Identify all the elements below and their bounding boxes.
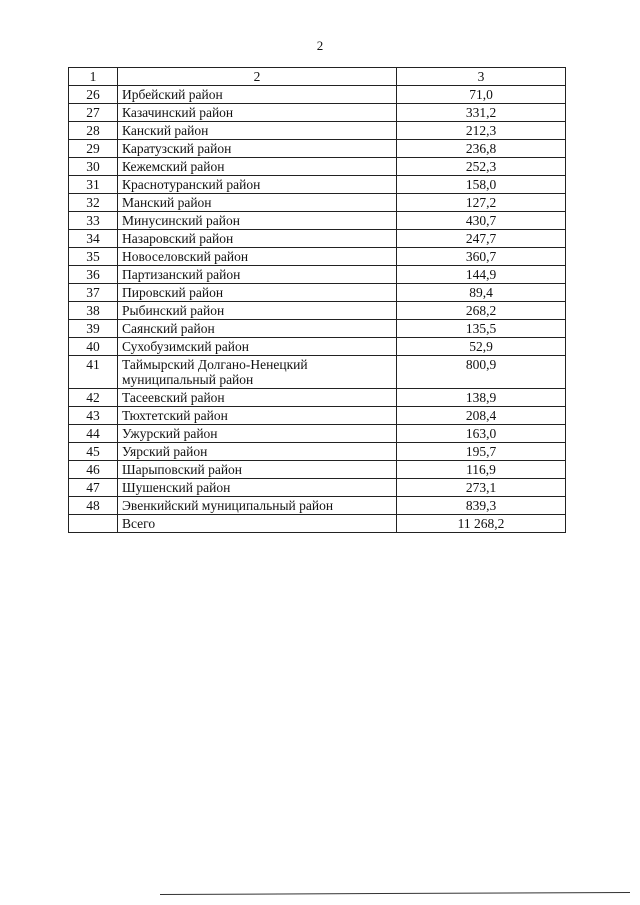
row-number: 30 — [69, 158, 118, 176]
district-name: Канский район — [118, 122, 397, 140]
row-number: 45 — [69, 443, 118, 461]
district-name: Ужурский район — [118, 425, 397, 443]
district-name: Ирбейский район — [118, 86, 397, 104]
table-row — [69, 86, 566, 104]
district-name: Тюхтетский район — [118, 407, 397, 425]
total-row — [69, 515, 566, 533]
row-number: 46 — [69, 461, 118, 479]
district-value: 52,9 — [397, 338, 566, 356]
table-row — [69, 140, 566, 158]
district-value: 163,0 — [397, 425, 566, 443]
district-name: Всего — [118, 515, 397, 533]
table-row — [69, 266, 566, 284]
table-header-row — [69, 68, 566, 86]
district-name: Кежемский район — [118, 158, 397, 176]
table-row — [69, 497, 566, 515]
district-value: 212,3 — [397, 122, 566, 140]
table-row — [69, 407, 566, 425]
table-row — [69, 212, 566, 230]
table-row — [69, 284, 566, 302]
row-number: 37 — [69, 284, 118, 302]
district-value: 331,2 — [397, 104, 566, 122]
row-number: 47 — [69, 479, 118, 497]
row-number: 41 — [69, 356, 118, 389]
table-row — [69, 425, 566, 443]
table-row — [69, 479, 566, 497]
row-number: 27 — [69, 104, 118, 122]
district-name: Назаровский район — [118, 230, 397, 248]
table-row — [69, 122, 566, 140]
district-value: 158,0 — [397, 176, 566, 194]
district-name: Саянский район — [118, 320, 397, 338]
table-row — [69, 302, 566, 320]
district-name: Шушенский район — [118, 479, 397, 497]
row-number: 40 — [69, 338, 118, 356]
row-number: 38 — [69, 302, 118, 320]
district-value: 252,3 — [397, 158, 566, 176]
district-name: Шарыповский район — [118, 461, 397, 479]
row-number: 29 — [69, 140, 118, 158]
table-row — [69, 158, 566, 176]
table-row — [69, 176, 566, 194]
table-row — [69, 194, 566, 212]
district-value: 89,4 — [397, 284, 566, 302]
district-value: 116,9 — [397, 461, 566, 479]
row-number: 44 — [69, 425, 118, 443]
table-row — [69, 248, 566, 266]
district-value: 195,7 — [397, 443, 566, 461]
table-row — [69, 356, 566, 389]
district-value: 11 268,2 — [397, 515, 566, 533]
district-name: Каратузский район — [118, 140, 397, 158]
row-number: 26 — [69, 86, 118, 104]
table-row — [69, 104, 566, 122]
row-number — [69, 515, 118, 533]
district-name: Манский район — [118, 194, 397, 212]
district-value: 71,0 — [397, 86, 566, 104]
district-value: 135,5 — [397, 320, 566, 338]
district-name: Новоселовский район — [118, 248, 397, 266]
row-number: 39 — [69, 320, 118, 338]
table-row — [69, 338, 566, 356]
district-value: 273,1 — [397, 479, 566, 497]
table-row — [69, 443, 566, 461]
district-name: Минусинский район — [118, 212, 397, 230]
table-row — [69, 389, 566, 407]
district-value: 800,9 — [397, 356, 566, 389]
row-number: 36 — [69, 266, 118, 284]
row-number: 48 — [69, 497, 118, 515]
district-value: 138,9 — [397, 389, 566, 407]
district-value: 268,2 — [397, 302, 566, 320]
district-value: 236,8 — [397, 140, 566, 158]
row-number: 32 — [69, 194, 118, 212]
district-name: Пировский район — [118, 284, 397, 302]
row-number: 42 — [69, 389, 118, 407]
district-value: 360,7 — [397, 248, 566, 266]
district-name: Сухобузимский район — [118, 338, 397, 356]
header-col-3: 3 — [397, 68, 566, 86]
district-value: 144,9 — [397, 266, 566, 284]
district-value: 127,2 — [397, 194, 566, 212]
district-name: Тасеевский район — [118, 389, 397, 407]
row-number: 43 — [69, 407, 118, 425]
district-name: Рыбинский район — [118, 302, 397, 320]
district-value: 247,7 — [397, 230, 566, 248]
row-number: 35 — [69, 248, 118, 266]
district-name: Казачинский район — [118, 104, 397, 122]
header-col-2: 2 — [118, 68, 397, 86]
header-col-1: 1 — [69, 68, 118, 86]
table-row — [69, 320, 566, 338]
row-number: 28 — [69, 122, 118, 140]
row-number: 31 — [69, 176, 118, 194]
district-name: Таймырский Долгано-Ненецкий муниципальный район — [118, 356, 397, 389]
district-table — [68, 67, 566, 533]
district-value: 839,3 — [397, 497, 566, 515]
table-row — [69, 230, 566, 248]
page-number: 2 — [316, 38, 324, 53]
row-number: 33 — [69, 212, 118, 230]
row-number: 34 — [69, 230, 118, 248]
district-name: Эвенкийский муниципальный район — [118, 497, 397, 515]
district-value: 208,4 — [397, 407, 566, 425]
bottom-rule — [160, 892, 630, 895]
table-body — [69, 68, 566, 533]
district-value: 430,7 — [397, 212, 566, 230]
district-name: Краснотуранский район — [118, 176, 397, 194]
district-name: Партизанский район — [118, 266, 397, 284]
table-row — [69, 461, 566, 479]
district-name: Уярский район — [118, 443, 397, 461]
